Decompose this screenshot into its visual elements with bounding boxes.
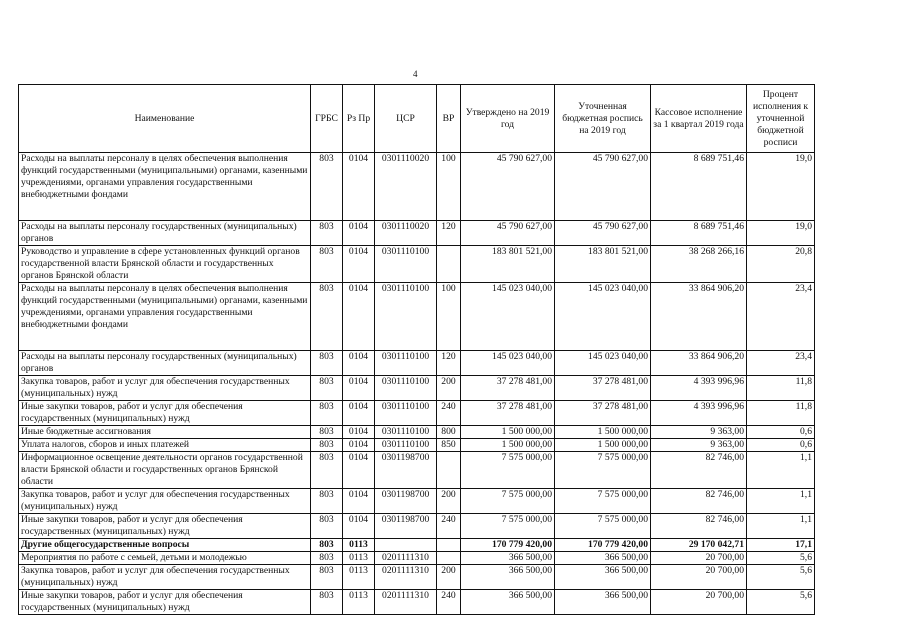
cell-cash: 33 864 906,20 <box>651 283 747 351</box>
cell-rzpr: 0104 <box>343 376 375 401</box>
cell-percent: 11,8 <box>747 376 815 401</box>
cell-grbs: 803 <box>311 221 343 246</box>
cell-approved: 170 779 420,00 <box>461 539 555 552</box>
cell-percent: 1,1 <box>747 489 815 514</box>
cell-percent: 5,6 <box>747 590 815 615</box>
cell-cash: 20 700,00 <box>651 590 747 615</box>
cell-grbs: 803 <box>311 401 343 426</box>
col-header-grbs: ГРБС <box>311 85 343 153</box>
col-header-percent: Процент исполнения к уточненной бюджетной росписи <box>747 85 815 153</box>
cell-vr <box>437 552 461 565</box>
cell-grbs: 803 <box>311 246 343 283</box>
cell-grbs: 803 <box>311 539 343 552</box>
cell-csr: 0201111310 <box>375 552 437 565</box>
col-header-approved: Утверждено на 2019 год <box>461 85 555 153</box>
cell-approved: 1 500 000,00 <box>461 426 555 439</box>
table-row <box>19 514 815 539</box>
cell-percent: 5,6 <box>747 552 815 565</box>
cell-cash: 4 393 996,96 <box>651 401 747 426</box>
cell-rzpr: 0104 <box>343 153 375 221</box>
cell-name: Информационное освещение деятельности органов государственной власти Брянской области и государственных органов Брянской области <box>19 452 311 489</box>
cell-percent: 0,6 <box>747 426 815 439</box>
cell-grbs: 803 <box>311 590 343 615</box>
table-row <box>19 351 815 376</box>
cell-revised: 7 575 000,00 <box>555 514 651 539</box>
cell-rzpr: 0104 <box>343 452 375 489</box>
cell-revised: 145 023 040,00 <box>555 351 651 376</box>
cell-revised: 366 500,00 <box>555 552 651 565</box>
cell-rzpr: 0104 <box>343 351 375 376</box>
cell-approved: 1 500 000,00 <box>461 439 555 452</box>
cell-grbs: 803 <box>311 376 343 401</box>
table-row <box>19 590 815 615</box>
cell-revised: 145 023 040,00 <box>555 283 651 351</box>
cell-name: Мероприятия по работе с семьей, детьми и молодежью <box>19 552 311 565</box>
cell-csr: 0301110100 <box>375 439 437 452</box>
cell-rzpr: 0104 <box>343 489 375 514</box>
cell-rzpr: 0113 <box>343 552 375 565</box>
cell-name: Руководство и управление в сфере установленных функций органов государственной власти Брянской области и государственных органов Брянской области <box>19 246 311 283</box>
cell-vr: 850 <box>437 439 461 452</box>
cell-name: Закупка товаров, работ и услуг для обеспечения государственных (муниципальных) нужд <box>19 376 311 401</box>
cell-vr: 200 <box>437 376 461 401</box>
cell-rzpr: 0113 <box>343 539 375 552</box>
cell-approved: 366 500,00 <box>461 552 555 565</box>
cell-revised: 37 278 481,00 <box>555 376 651 401</box>
cell-rzpr: 0104 <box>343 514 375 539</box>
cell-approved: 7 575 000,00 <box>461 489 555 514</box>
cell-rzpr: 0104 <box>343 283 375 351</box>
cell-csr: 0301110020 <box>375 221 437 246</box>
cell-percent: 5,6 <box>747 565 815 590</box>
table-row <box>19 283 815 351</box>
cell-approved: 7 575 000,00 <box>461 514 555 539</box>
cell-rzpr: 0104 <box>343 221 375 246</box>
cell-cash: 82 746,00 <box>651 514 747 539</box>
cell-vr: 240 <box>437 401 461 426</box>
cell-name: Закупка товаров, работ и услуг для обеспечения государственных (муниципальных) нужд <box>19 489 311 514</box>
cell-approved: 7 575 000,00 <box>461 452 555 489</box>
cell-rzpr: 0104 <box>343 426 375 439</box>
cell-approved: 183 801 521,00 <box>461 246 555 283</box>
cell-rzpr: 0104 <box>343 246 375 283</box>
cell-vr: 240 <box>437 590 461 615</box>
cell-name: Расходы на выплаты персоналу в целях обеспечения выполнения функций государственными (муниципальными) органами, казенными учреждениями, органами управления государственными внебюджетными фондами <box>19 283 311 351</box>
col-header-rzpr: Рз Пр <box>343 85 375 153</box>
col-header-name: Наименование <box>19 85 311 153</box>
cell-cash: 20 700,00 <box>651 565 747 590</box>
cell-grbs: 803 <box>311 153 343 221</box>
cell-csr: 0301198700 <box>375 489 437 514</box>
cell-vr: 800 <box>437 426 461 439</box>
cell-grbs: 803 <box>311 565 343 590</box>
cell-vr: 200 <box>437 565 461 590</box>
table-row <box>19 376 815 401</box>
table-row <box>19 246 815 283</box>
cell-revised: 7 575 000,00 <box>555 452 651 489</box>
cell-revised: 37 278 481,00 <box>555 401 651 426</box>
cell-csr: 0301110020 <box>375 153 437 221</box>
cell-vr: 120 <box>437 221 461 246</box>
cell-cash: 4 393 996,96 <box>651 376 747 401</box>
cell-name: Расходы на выплаты персоналу государственных (муниципальных) органов <box>19 351 311 376</box>
cell-revised: 366 500,00 <box>555 590 651 615</box>
cell-name: Закупка товаров, работ и услуг для обеспечения государственных (муниципальных) нужд <box>19 565 311 590</box>
cell-revised: 183 801 521,00 <box>555 246 651 283</box>
cell-percent: 19,0 <box>747 153 815 221</box>
col-header-vr: ВР <box>437 85 461 153</box>
cell-name: Иные закупки товаров, работ и услуг для обеспечения государственных (муниципальных) нужд <box>19 401 311 426</box>
header-row <box>19 85 815 153</box>
cell-approved: 45 790 627,00 <box>461 221 555 246</box>
cell-grbs: 803 <box>311 514 343 539</box>
cell-grbs: 803 <box>311 426 343 439</box>
budget-table <box>18 84 815 615</box>
cell-csr: 0301110100 <box>375 401 437 426</box>
cell-cash: 38 268 266,16 <box>651 246 747 283</box>
cell-grbs: 803 <box>311 351 343 376</box>
table-body <box>19 153 815 615</box>
cell-csr: 0301110100 <box>375 426 437 439</box>
cell-percent: 17,1 <box>747 539 815 552</box>
cell-approved: 37 278 481,00 <box>461 376 555 401</box>
cell-revised: 7 575 000,00 <box>555 489 651 514</box>
cell-cash: 8 689 751,46 <box>651 221 747 246</box>
cell-csr <box>375 539 437 552</box>
table-row <box>19 452 815 489</box>
table-row <box>19 539 815 552</box>
cell-vr: 120 <box>437 351 461 376</box>
cell-csr: 0301110100 <box>375 376 437 401</box>
table-row <box>19 153 815 221</box>
cell-cash: 20 700,00 <box>651 552 747 565</box>
cell-percent: 11,8 <box>747 401 815 426</box>
cell-rzpr: 0113 <box>343 565 375 590</box>
cell-percent: 1,1 <box>747 514 815 539</box>
table-row <box>19 489 815 514</box>
col-header-cash: Кассовое исполнение за 1 квартал 2019 года <box>651 85 747 153</box>
cell-rzpr: 0104 <box>343 439 375 452</box>
cell-rzpr: 0104 <box>343 401 375 426</box>
cell-csr: 0301110100 <box>375 351 437 376</box>
cell-approved: 145 023 040,00 <box>461 351 555 376</box>
cell-name: Расходы на выплаты персоналу в целях обеспечения выполнения функций государственными (муниципальными) органами, казенными учреждениями, органами управления государственными внебюджетными фондами <box>19 153 311 221</box>
cell-name: Уплата налогов, сборов и иных платежей <box>19 439 311 452</box>
cell-csr: 0201111310 <box>375 565 437 590</box>
cell-approved: 145 023 040,00 <box>461 283 555 351</box>
cell-vr: 200 <box>437 489 461 514</box>
cell-grbs: 803 <box>311 552 343 565</box>
cell-name: Иные закупки товаров, работ и услуг для обеспечения государственных (муниципальных) нужд <box>19 514 311 539</box>
cell-csr: 0301110100 <box>375 283 437 351</box>
cell-approved: 366 500,00 <box>461 590 555 615</box>
cell-cash: 29 170 042,71 <box>651 539 747 552</box>
cell-vr <box>437 452 461 489</box>
cell-csr: 0301198700 <box>375 514 437 539</box>
cell-csr: 0301110100 <box>375 246 437 283</box>
col-header-csr: ЦСР <box>375 85 437 153</box>
cell-cash: 82 746,00 <box>651 452 747 489</box>
cell-name: Иные бюджетные ассигнования <box>19 426 311 439</box>
cell-vr: 240 <box>437 514 461 539</box>
cell-revised: 170 779 420,00 <box>555 539 651 552</box>
cell-percent: 0,6 <box>747 439 815 452</box>
cell-rzpr: 0113 <box>343 590 375 615</box>
col-header-revised: Уточненная бюджетная роспись на 2019 год <box>555 85 651 153</box>
cell-cash: 33 864 906,20 <box>651 351 747 376</box>
cell-vr: 100 <box>437 283 461 351</box>
cell-grbs: 803 <box>311 283 343 351</box>
cell-revised: 45 790 627,00 <box>555 153 651 221</box>
cell-name: Другие общегосударственные вопросы <box>19 539 311 552</box>
table-row <box>19 401 815 426</box>
cell-cash: 8 689 751,46 <box>651 153 747 221</box>
cell-grbs: 803 <box>311 489 343 514</box>
cell-csr: 0301198700 <box>375 452 437 489</box>
cell-name: Иные закупки товаров, работ и услуг для обеспечения государственных (муниципальных) нужд <box>19 590 311 615</box>
cell-percent: 1,1 <box>747 452 815 489</box>
cell-vr <box>437 246 461 283</box>
cell-vr <box>437 539 461 552</box>
cell-csr: 0201111310 <box>375 590 437 615</box>
cell-percent: 23,4 <box>747 351 815 376</box>
table-row <box>19 552 815 565</box>
table-row <box>19 426 815 439</box>
table-row <box>19 439 815 452</box>
cell-percent: 23,4 <box>747 283 815 351</box>
cell-cash: 9 363,00 <box>651 439 747 452</box>
cell-name: Расходы на выплаты персоналу государственных (муниципальных) органов <box>19 221 311 246</box>
cell-approved: 37 278 481,00 <box>461 401 555 426</box>
table-row <box>19 221 815 246</box>
cell-cash: 9 363,00 <box>651 426 747 439</box>
table-row <box>19 565 815 590</box>
cell-revised: 45 790 627,00 <box>555 221 651 246</box>
cell-revised: 1 500 000,00 <box>555 439 651 452</box>
cell-approved: 45 790 627,00 <box>461 153 555 221</box>
cell-grbs: 803 <box>311 439 343 452</box>
cell-grbs: 803 <box>311 452 343 489</box>
cell-revised: 366 500,00 <box>555 565 651 590</box>
cell-cash: 82 746,00 <box>651 489 747 514</box>
cell-vr: 100 <box>437 153 461 221</box>
cell-percent: 19,0 <box>747 221 815 246</box>
cell-percent: 20,8 <box>747 246 815 283</box>
cell-approved: 366 500,00 <box>461 565 555 590</box>
page-number: 4 <box>413 69 418 79</box>
cell-revised: 1 500 000,00 <box>555 426 651 439</box>
